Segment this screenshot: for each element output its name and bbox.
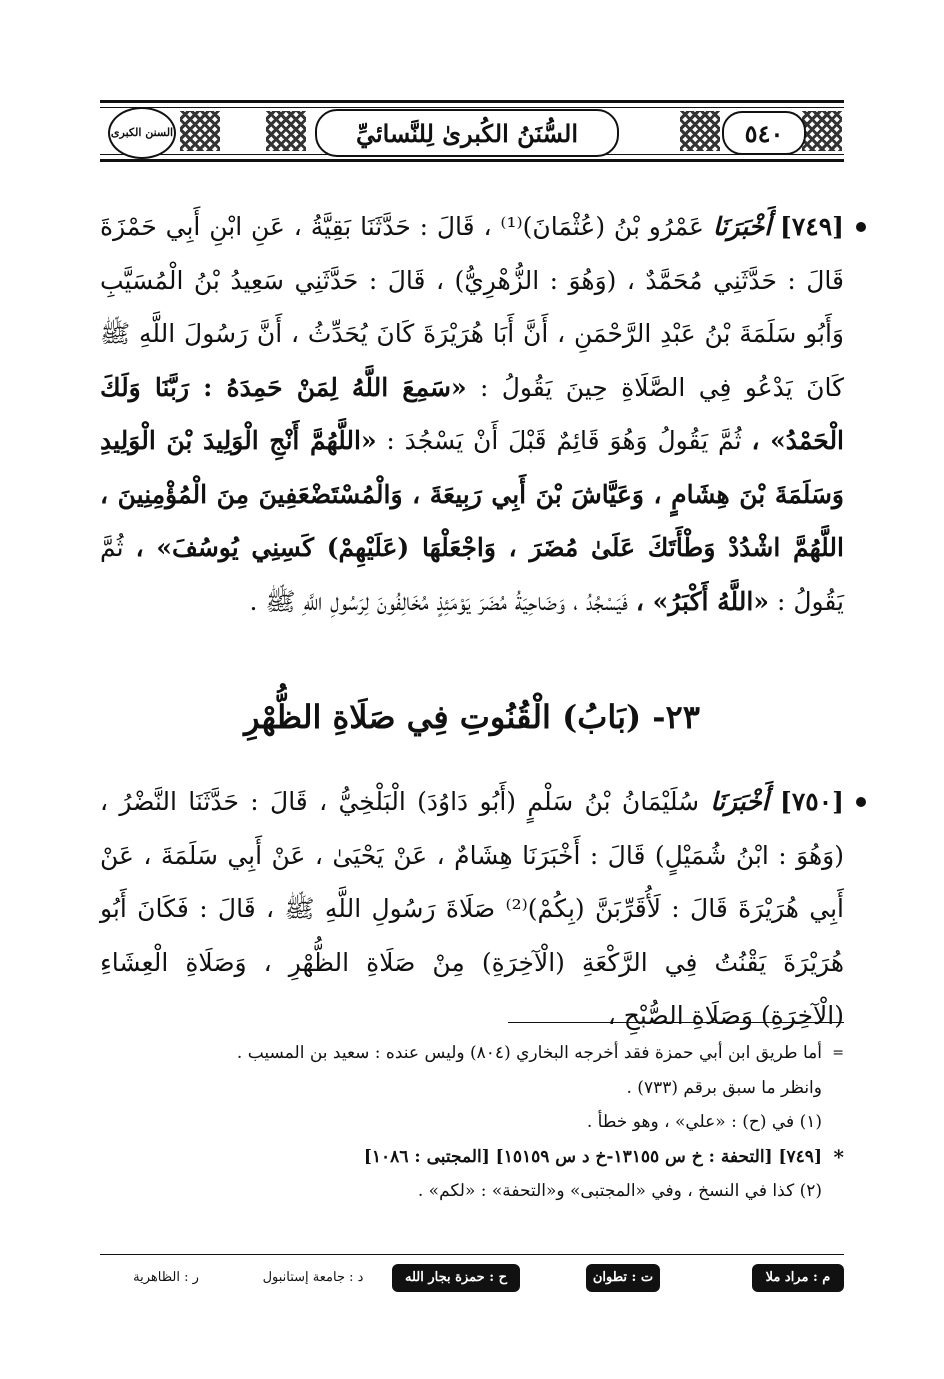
bullet-icon bbox=[856, 222, 866, 232]
manuscript-badge: ت : تطوان bbox=[586, 1264, 660, 1292]
footnote-takhrij bbox=[100, 1140, 844, 1175]
manuscript-legend bbox=[100, 1264, 844, 1294]
prophetic-quote: «اللَّهُمَّ أَنْجِ الْوَلِيدَ بْنَ الْوَلِيدِ وَسَلَمَةَ بْنَ هِشَامٍ ، وَعَيَّاشَ بْنَ أَبِي رَبِيعَةَ ، وَالْمُسْتَضْعَفِينَ مِنَ الْمُؤْمِنِينَ ، اللَّهُمَّ اشْدُدْ وَطْأَتَكَ عَلَىٰ مُضَرَ ، وَاجْعَلْهَا (عَلَيْهِمْ) كَسِنِي يُوسُفَ» ، bbox=[100, 426, 844, 562]
manuscript-label: د : جامعة إستانبول bbox=[262, 1270, 364, 1285]
ornament-icon bbox=[802, 111, 842, 151]
section-title: ٢٣- (بَابُ) الْقُنُوتِ فِي صَلَاةِ الظُّهْرِ bbox=[244, 698, 700, 736]
hadith-paragraph bbox=[100, 775, 844, 1043]
continuation-mark: = bbox=[832, 1045, 844, 1061]
hadith-text: فَيَسْجُدُ ، وَضَاحِيَةُ مُضَرَ يَوْمَئِذٍ مُخَالِفُونَ لِرَسُولِ اللَّهِ ﷺ . bbox=[249, 586, 636, 616]
footnote-text: (١) في (ح) : «علي» ، وهو خطأ . bbox=[586, 1112, 822, 1132]
hadith-text: سُلَيْمَانُ بْنُ سَلْمٍ (أَبُو دَاوُدَ) الْبَلْخِيُّ ، قَالَ : حَدَّثَنَا النَّضْرُ ، (وَهُوَ : ابْنُ شُمَيْلٍ) قَالَ : أَخْبَرَنَا هِشَامٌ ، عَنْ يَحْيَىٰ ، عَنْ أَبِي سَلَمَةَ ، عَنْ أَبِي هُرَيْرَةَ قَالَ : لَأُقَرِّبَنَّ (بِكُمْ)⁽²⁾ صَلَاةَ رَسُولِ اللَّهِ ﷺ ، قَالَ : فَكَانَ أَبُو هُرَيْرَةَ يَقْنُتُ فِي الرَّكْعَةِ (الْآخِرَةِ) مِنْ صَلَاةِ الظُّهْرِ ، وَصَلَاةِ الْعِشَاءِ (الْآخِرَةِ) وَصَلَاةِ الصُّبْحِ ، bbox=[100, 787, 844, 1030]
book-logo: السنن الكبرى bbox=[108, 107, 176, 159]
prophetic-quote: «سَمِعَ اللَّهُ لِمَنْ حَمِدَهُ : رَبَّنَا وَلَكَ الْحَمْدُ» ، bbox=[100, 372, 845, 455]
hadith-750 bbox=[100, 775, 844, 1043]
footnote-text: (٢) كذا في النسخ ، وفي «المجتبى» و«التحفة» : «لكم» . bbox=[417, 1181, 822, 1201]
ornament-icon bbox=[680, 111, 720, 151]
footnote-continued bbox=[100, 1071, 844, 1106]
hadith-lead-word: أَخْبَرَنَا bbox=[712, 212, 772, 241]
footnote-divider bbox=[508, 1022, 844, 1023]
footnote-text: أما طريق ابن أبي حمزة فقد أخرجه البخاري (٨٠٤) وليس عنده : سعيد بن المسيب . bbox=[236, 1043, 822, 1063]
hadith-text: عَمْرُو بْنُ (عُثْمَانَ)⁽¹⁾ ، قَالَ : حَدَّثَنَا بَقِيَّةُ ، عَنِ ابْنِ أَبِي حَمْزَةَ قَالَ : حَدَّثَنِي مُحَمَّدٌ ، (وَهُوَ : الزُّهْرِيُّ) ، قَالَ : حَدَّثَنِي سَعِيدُ بْنُ الْمُسَيَّبِ وَأَبُو سَلَمَةَ بْنُ عَبْدِ الرَّحْمَنِ ، أَنَّ أَبَا هُرَيْرَةَ كَانَ يُحَدِّثُ ، أَنَّ رَسُولَ اللَّهِ ﷺ كَانَ يَدْعُو فِي الصَّلَاةِ حِينَ يَقُولُ : bbox=[100, 212, 844, 402]
manuscript-badge: م : مراد ملا bbox=[752, 1264, 844, 1292]
bottom-divider bbox=[100, 1254, 844, 1255]
page-header bbox=[100, 100, 844, 162]
hadith-749 bbox=[100, 200, 844, 628]
star-icon: * bbox=[833, 1144, 844, 1169]
manuscript-label: ر : الظاهرية bbox=[133, 1270, 199, 1285]
ornament-icon bbox=[180, 111, 220, 151]
manuscript-badge: ح : حمزة بجار الله bbox=[392, 1264, 520, 1292]
footnote-text: [٧٤٩] [التحفة : خ س ١٣١٥٥-خ د س ١٥١٥٩] [المجتبى : ١٠٨٦] bbox=[363, 1146, 822, 1167]
footnote-2 bbox=[100, 1174, 844, 1209]
prophetic-quote: «اللَّهُ أَكْبَرُ» ، bbox=[635, 586, 769, 616]
hadith-paragraph bbox=[100, 200, 844, 628]
bullet-icon bbox=[856, 797, 866, 807]
hadith-number: [٧٥٠] bbox=[780, 787, 845, 816]
footnote-text: وانظر ما سبق برقم (٧٣٣) . bbox=[626, 1077, 822, 1098]
footnotes bbox=[100, 1036, 844, 1209]
hadith-text: ثُمَّ يَقُولُ : bbox=[100, 533, 844, 616]
hadith-text: ثُمَّ يَقُولُ وَهُوَ قَائِمٌ قَبْلَ أَنْ يَسْجُدَ : bbox=[376, 426, 752, 455]
hadith-number: [٧٤٩] bbox=[780, 212, 844, 241]
footnote-1 bbox=[100, 1105, 844, 1140]
page-number: ٥٤٠ bbox=[722, 111, 806, 155]
book-title: السُّنَنُ الكُبرىٰ لِلنَّسائيِّ bbox=[315, 109, 619, 157]
ornament-icon bbox=[266, 111, 306, 151]
hadith-lead-word: أَخْبَرَنَا bbox=[710, 787, 769, 816]
footnote-continued bbox=[100, 1036, 844, 1071]
